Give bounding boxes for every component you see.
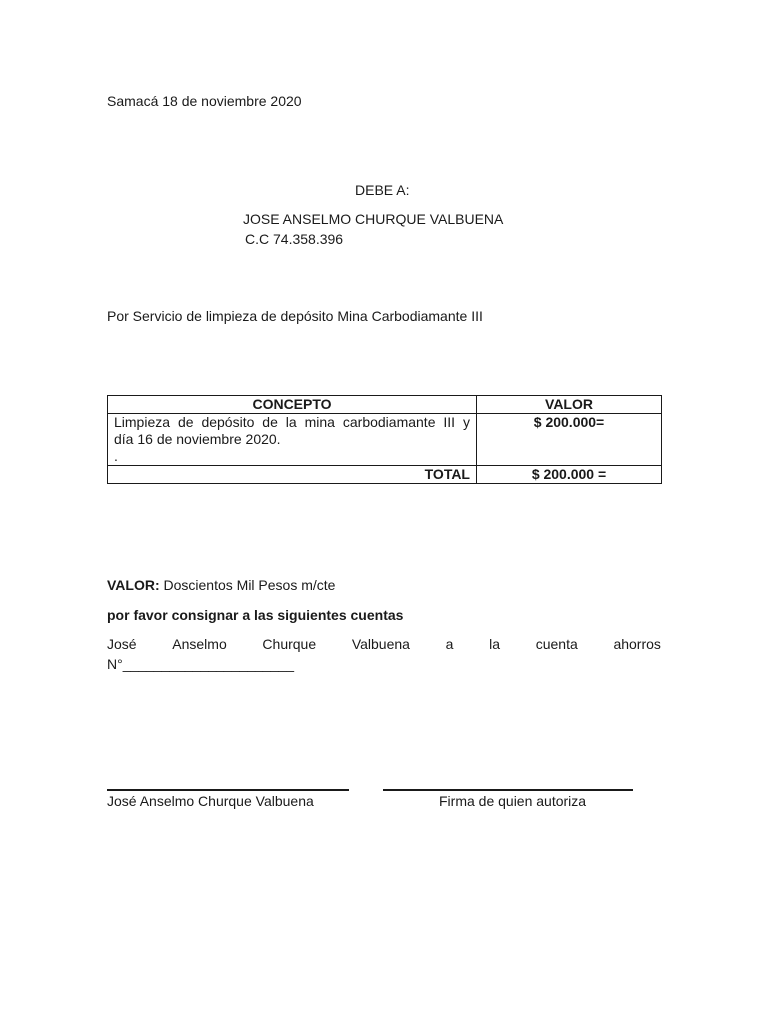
table-row xyxy=(108,414,662,466)
account-word: Anselmo xyxy=(172,636,227,652)
signature-line-left xyxy=(107,789,349,791)
total-row xyxy=(108,466,662,484)
concepto-line: . xyxy=(114,448,118,464)
account-word: Churque xyxy=(262,636,317,652)
signature-name-right: Firma de quien autoriza xyxy=(439,793,587,809)
header-valor: VALOR xyxy=(477,396,662,414)
creditor-id: C.C 74.358.396 xyxy=(245,231,344,247)
place-date: Samacá 18 de noviembre 2020 xyxy=(107,93,302,109)
creditor-name: JOSE ANSELMO CHURQUE VALBUENA xyxy=(243,211,504,227)
header-concepto: CONCEPTO xyxy=(108,396,477,414)
debe-a-heading: DEBE A: xyxy=(355,182,410,198)
account-word: la xyxy=(489,636,501,652)
account-word: Valbuena xyxy=(351,636,410,652)
account-word: cuenta xyxy=(535,636,578,652)
billing-table xyxy=(107,395,662,484)
service-description: Por Servicio de limpieza de depósito Mina Carbodiamante III xyxy=(107,308,483,324)
signature-line-right xyxy=(383,789,633,791)
signature-name-left: José Anselmo Churque Valbuena xyxy=(107,793,314,809)
table-header-row xyxy=(108,396,662,414)
concepto-line: Limpieza de depósito de la mina carbodiamante III y xyxy=(114,414,470,430)
valor-line xyxy=(107,577,335,593)
valor-cell: $ 200.000= xyxy=(477,414,662,466)
concepto-cell xyxy=(108,414,477,466)
consignar-instruction: por favor consignar a las siguientes cuentas xyxy=(107,607,404,623)
total-value: $ 200.000 = xyxy=(477,466,662,484)
account-number-line: N°______________________ xyxy=(107,656,295,672)
account-line xyxy=(107,636,661,652)
account-word: ahorros xyxy=(613,636,661,652)
account-word: José xyxy=(107,636,137,652)
valor-amount-text: Doscientos Mil Pesos m/cte xyxy=(159,577,336,593)
valor-label: VALOR: xyxy=(107,577,160,593)
concepto-line: día 16 de noviembre 2020. xyxy=(114,431,281,447)
total-label: TOTAL xyxy=(108,466,477,484)
account-word: a xyxy=(445,636,454,652)
